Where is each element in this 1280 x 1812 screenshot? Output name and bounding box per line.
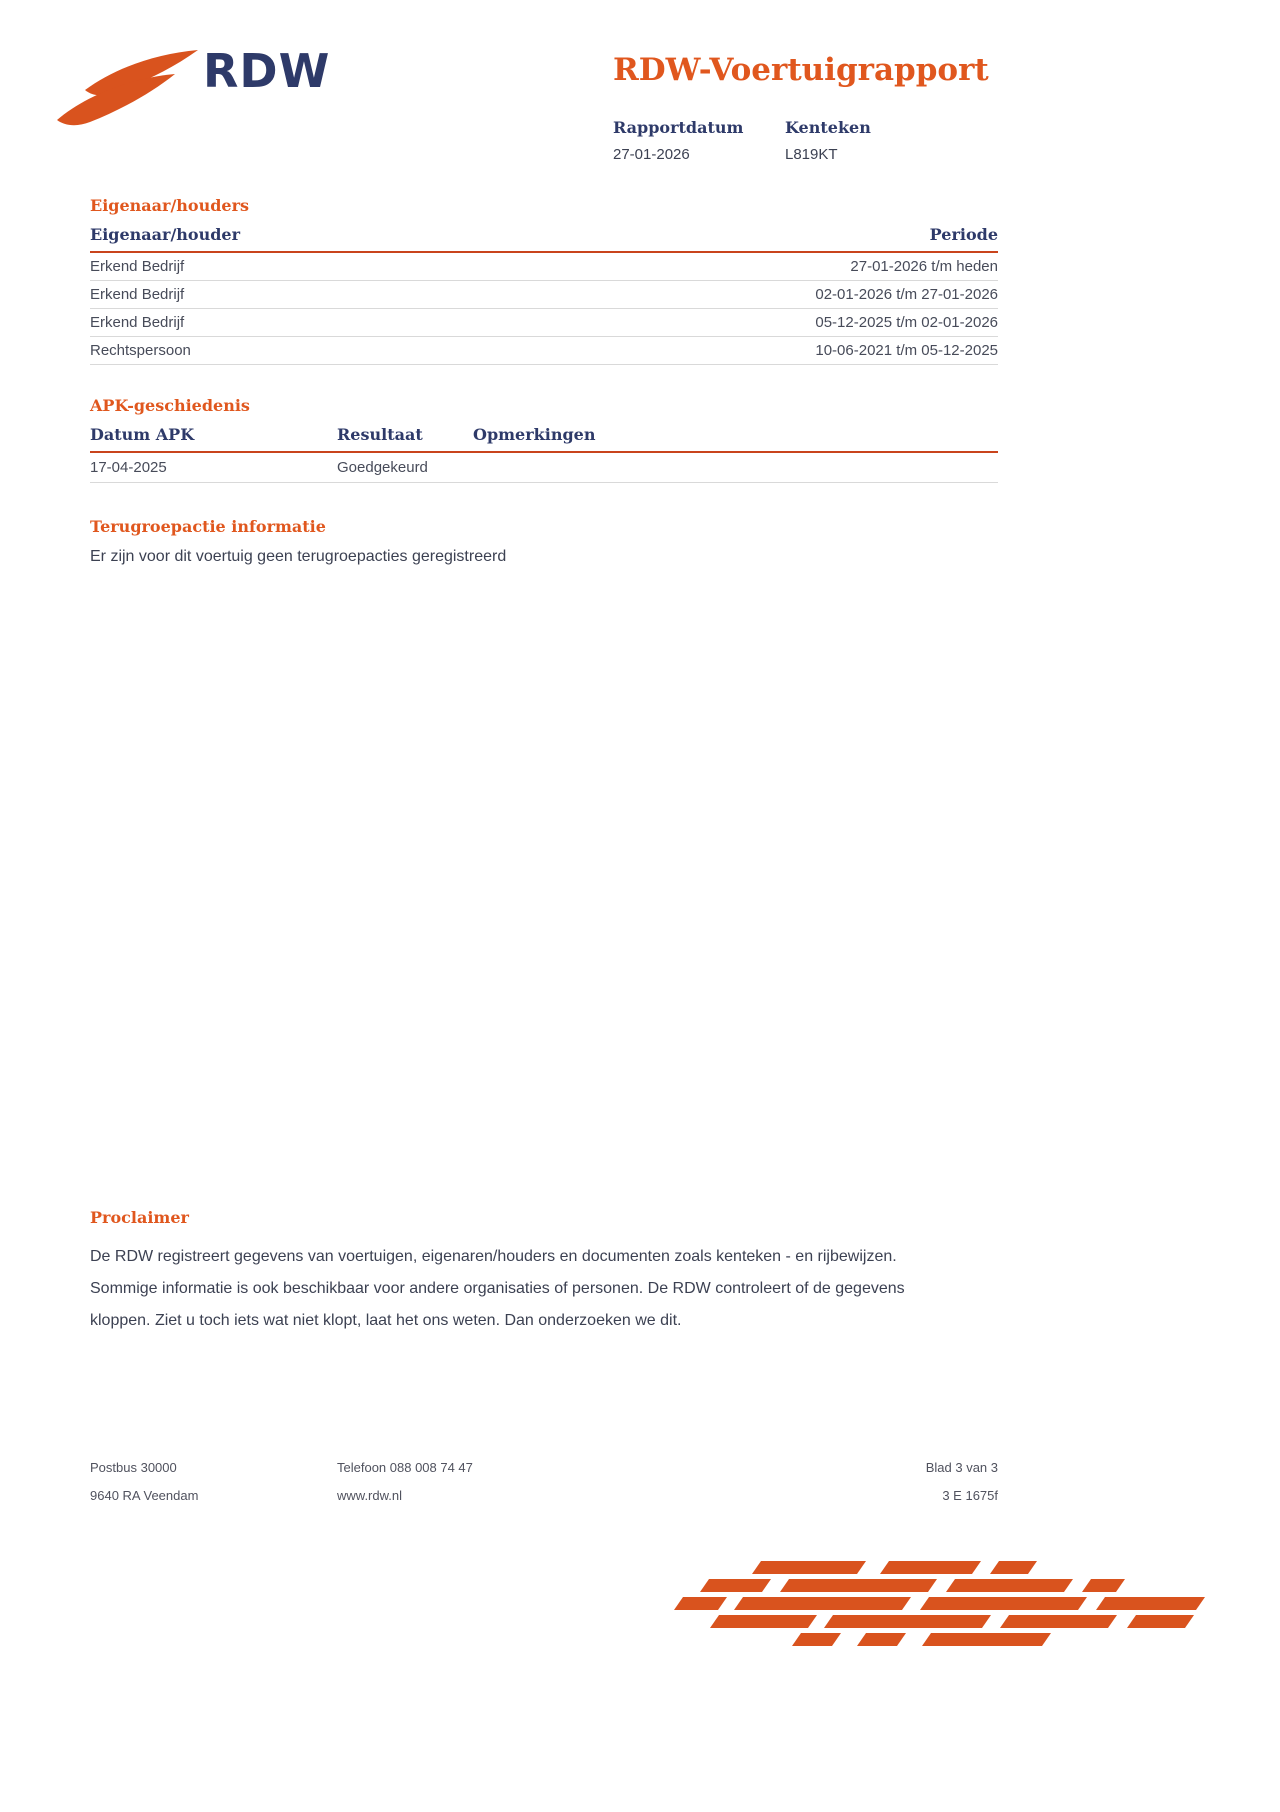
footer-phone: Telefoon 088 008 74 47 (337, 1460, 473, 1475)
footer-address (90, 1460, 337, 1503)
table-row (90, 281, 998, 309)
apk-col-resultaat: Resultaat (337, 425, 423, 444)
kenteken-label: Kenteken (785, 118, 871, 137)
apk-table-header (90, 425, 998, 453)
footer-address-line1: Postbus 30000 (90, 1460, 177, 1475)
owner-cell: Rechtspersoon (90, 342, 191, 359)
table-row (90, 309, 998, 337)
owner-cell: Erkend Bedrijf (90, 314, 185, 331)
owners-section (90, 196, 998, 365)
owners-section-title: Eigenaar/houders (90, 196, 250, 215)
footer-address-line2: 9640 RA Veendam (90, 1488, 199, 1503)
apk-section-title: APK-geschiedenis (90, 396, 250, 415)
proclaimer-text: De RDW registreert gegevens van voertuigen, eigenaren/houders en documenten zoals kenteken - en rijbewijzen. Sommige informatie is ook beschikbaar voor andere organisaties of personen. De RDW controleert of de gegevens kloppen. Ziet u toch iets wat niet klopt, laat het ons weten. Dan onderzoeken we dit. (90, 1248, 905, 1329)
kenteken-block (785, 118, 871, 163)
apk-col-datum: Datum APK (90, 425, 195, 444)
apk-opmerkingen-cell (473, 459, 998, 476)
table-row (90, 337, 998, 365)
owner-cell: Erkend Bedrijf (90, 286, 185, 303)
page-title: RDW-Voertuigrapport (613, 52, 989, 88)
kenteken-value: L819KT (785, 146, 838, 163)
proclaimer-section-title: Proclaimer (90, 1208, 189, 1227)
recall-section (90, 517, 998, 566)
rdw-logo-icon (55, 48, 200, 145)
table-row (90, 253, 998, 281)
period-cell: 05-12-2025 t/m 02-01-2026 (815, 314, 998, 331)
recall-section-title: Terugroepactie informatie (90, 517, 326, 536)
page-footer (90, 1460, 998, 1503)
apk-col-opmerkingen: Opmerkingen (473, 425, 596, 444)
footer-stripes-graphic (672, 1560, 1207, 1653)
footer-website: www.rdw.nl (337, 1488, 403, 1503)
footer-document-code: 3 E 1675f (942, 1488, 998, 1503)
owners-table-header (90, 225, 998, 253)
apk-section (90, 396, 998, 483)
proclaimer-section (90, 1208, 962, 1337)
apk-resultaat-cell: Goedgekeurd (337, 459, 428, 476)
recall-text: Er zijn voor dit voertuig geen terugroepacties geregistreerd (90, 548, 507, 565)
owner-cell: Erkend Bedrijf (90, 258, 185, 275)
rdw-logo-text: RDW (203, 44, 331, 98)
rapportdatum-label: Rapportdatum (613, 118, 744, 137)
rapportdatum-block (613, 118, 743, 163)
footer-pageinfo (926, 1460, 998, 1503)
apk-datum-cell: 17-04-2025 (90, 459, 167, 476)
table-row (90, 453, 998, 483)
owners-col-owner: Eigenaar/houder (90, 225, 241, 244)
rapportdatum-value: 27-01-2026 (613, 146, 690, 163)
footer-page-number: Blad 3 van 3 (925, 1460, 998, 1475)
owners-col-period: Periode (929, 225, 998, 244)
period-cell: 02-01-2026 t/m 27-01-2026 (815, 286, 998, 303)
period-cell: 27-01-2026 t/m heden (850, 258, 998, 275)
period-cell: 10-06-2021 t/m 05-12-2025 (815, 342, 998, 359)
footer-contact (337, 1460, 926, 1503)
